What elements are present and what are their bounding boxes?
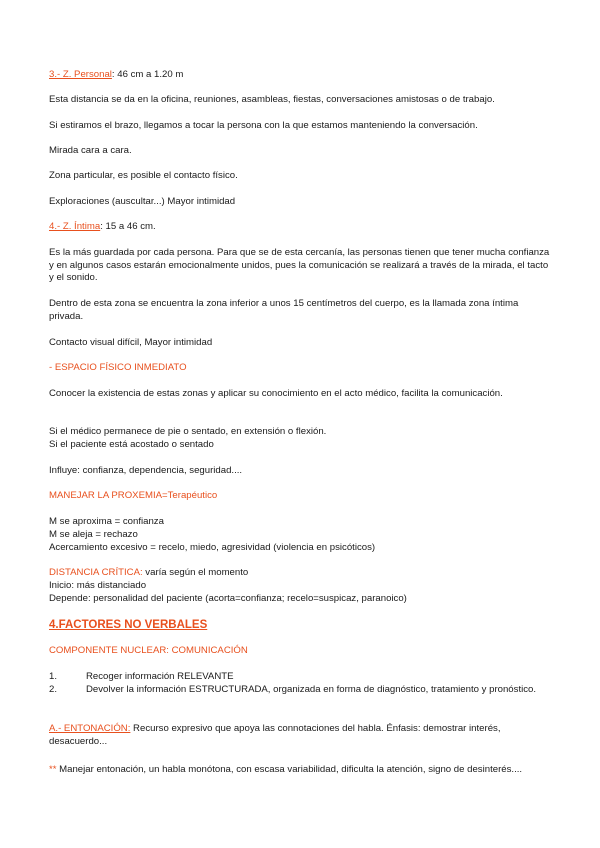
factores-no-verbales-heading: 4.FACTORES NO VERBALES (49, 619, 208, 631)
paragraph: Dentro de esta zona se encuentra la zona inferior a unos 15 centímetros del cuerpo, es la llamada zona íntima privada. (49, 298, 519, 322)
paragraph: Si el paciente está acostado o sentado (49, 439, 214, 450)
section-zona-personal-heading-line (49, 69, 554, 82)
list-number: 2. (49, 684, 58, 695)
paragraph: Mirada cara a cara. (49, 145, 132, 156)
entonacion-note-text: Manejar entonación, un habla monótona, con escasa variabilidad, dificulta la atención, signo de desinterés.... (56, 764, 523, 775)
paragraph: Si estiramos el brazo, llegamos a tocar la persona con la que estamos manteniendo la conversación. (49, 120, 478, 131)
zona-personal-heading: 3.- Z. Personal (49, 69, 112, 80)
paragraph: Contacto visual difícil, Mayor intimidad (49, 337, 213, 348)
paragraph: M se aproxima = confianza (49, 516, 164, 527)
entonacion-heading: A.- ENTONACIÓN: (49, 723, 131, 734)
entonacion-text: Recurso expresivo que apoya las connotaciones del habla. Énfasis: demostrar interés, desacuerdo... (49, 723, 501, 747)
paragraph: Es la más guardada por cada persona. Para que se de esta cercanía, las personas tienen que tener mucha confianza y en algunos casos estarán emocionalmente unidos, pues la comunicación se realizará a través de la mirada, el tacto y el sonido. (49, 247, 550, 283)
paragraph: Esta distancia se da en la oficina, reuniones, asambleas, fiestas, conversaciones amistosas o de trabajo. (49, 94, 495, 105)
paragraph: Inicio: más distanciado (49, 580, 147, 591)
distancia-critica-heading: DISTANCIA CRÍTICA: (49, 567, 143, 578)
numbered-list-item (49, 671, 554, 684)
distancia-critica-line (49, 567, 554, 580)
paragraph: Si el médico permanece de pie o sentado, en extensión o flexión. (49, 426, 327, 437)
distancia-critica-text: varía según el momento (142, 567, 249, 578)
paragraph: Depende: personalidad del paciente (acorta=confianza; recelo=suspicaz, paranoico) (49, 593, 407, 604)
componente-nuclear-heading: COMPONENTE NUCLEAR: COMUNICACIÓN (49, 645, 248, 656)
paragraph: Conocer la existencia de estas zonas y aplicar su conocimiento en el acto médico, facilita la comunicación. (49, 388, 503, 399)
paragraph: M se aleja = rechazo (49, 529, 138, 540)
paragraph: Acercamiento excesivo = recelo, miedo, agresividad (violencia en psicóticos) (49, 542, 376, 553)
espacio-fisico-heading: - ESPACIO FÍSICO INMEDIATO (49, 362, 187, 373)
zona-intima-range: : 15 a 46 cm. (100, 221, 156, 232)
list-number: 1. (49, 671, 58, 682)
entonacion-line (49, 723, 554, 748)
zona-intima-heading: 4.- Z. Íntima (49, 221, 101, 232)
note-stars: ** (49, 764, 57, 775)
list-text: Devolver la información ESTRUCTURADA, organizada en forma de diagnóstico, tratamiento y pronóstico. (86, 684, 537, 695)
entonacion-note (49, 764, 554, 777)
paragraph: Zona particular, es posible el contacto físico. (49, 170, 238, 181)
paragraph: Influye: confianza, dependencia, seguridad.... (49, 465, 243, 476)
zona-personal-range: : 46 cm a 1.20 m (111, 69, 184, 80)
section-zona-intima-heading-line (49, 221, 554, 234)
paragraph: Exploraciones (auscultar...) Mayor intimidad (49, 196, 236, 207)
proxemia-heading: MANEJAR LA PROXEMIA=Terapéutico (49, 490, 218, 501)
numbered-list-item (49, 684, 554, 697)
list-text: Recoger información RELEVANTE (86, 671, 234, 682)
